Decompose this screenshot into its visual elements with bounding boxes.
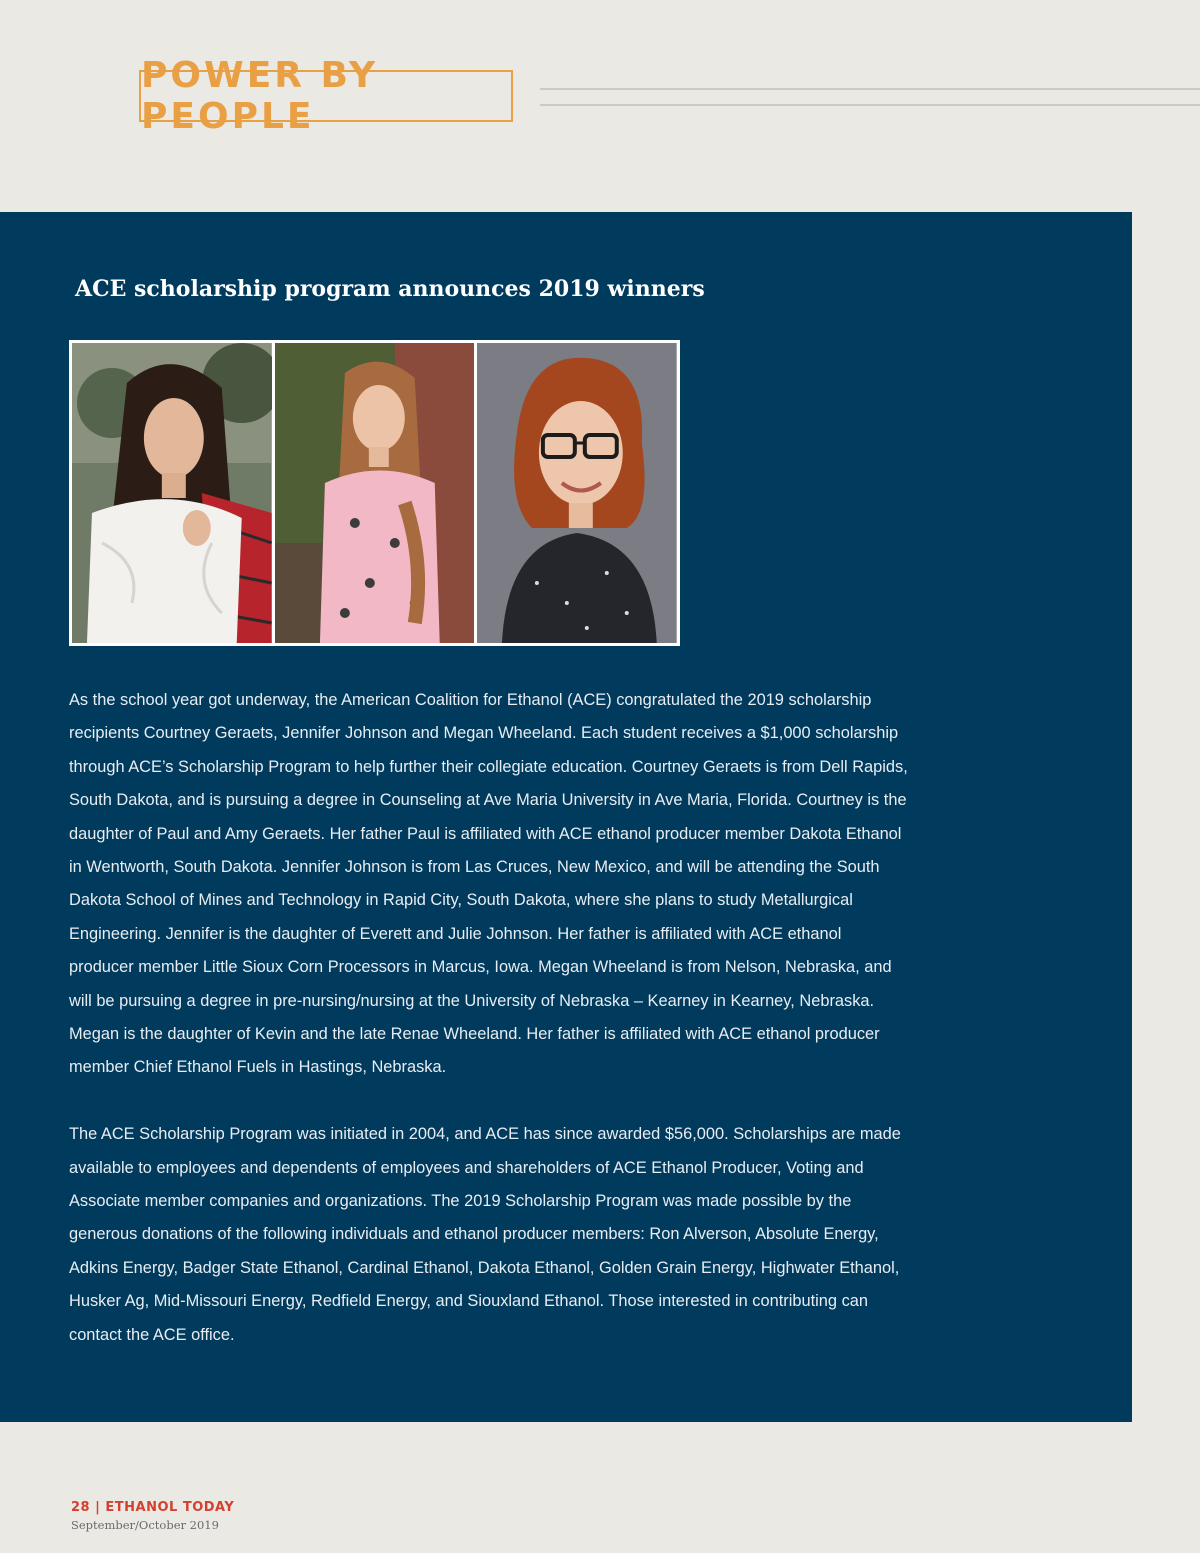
publication-name: ETHANOL TODAY <box>105 1500 235 1515</box>
scholarship-photo-strip <box>69 340 680 646</box>
page-number: 28 <box>71 1500 91 1515</box>
section-tag: POWER BY PEOPLE <box>139 70 513 122</box>
article-headline: ACE scholarship program announces 2019 winners <box>75 276 705 302</box>
folio <box>71 1500 234 1515</box>
header-rule-top <box>540 88 1200 90</box>
article-body <box>69 684 909 1352</box>
issue-date: September/October 2019 <box>71 1518 219 1532</box>
article-paragraph: As the school year got underway, the American Coalition for Ethanol (ACE) congratulated the 2019 scholarship recipients Courtney Geraets, Jennifer Johnson and Megan Wheeland. Each student receives a $1,000 scholarship through ACE’s Scholarship Program to help further their collegiate education. Courtney Geraets is from Dell Rapids, South Dakota, and is pursuing a degree in Counseling at Ave Maria University in Ave Maria, Florida. Courtney is the daughter of Paul and Amy Geraets. Her father Paul is affiliated with ACE ethanol producer member Dakota Ethanol in Wentworth, South Dakota. Jennifer Johnson is from Las Cruces, New Mexico, and will be attending the South Dakota School of Mines and Technology in Rapid City, South Dakota, where she plans to study Metallurgical Engineering. Jennifer is the daughter of Everett and Julie Johnson. Her father is affiliated with ACE ethanol producer member Little Sioux Corn Processors in Marcus, Iowa. Megan Wheeland is from Nelson, Nebraska, and will be pursuing a degree in pre-nursing/nursing at the University of Nebraska – Kearney in Kearney, Nebraska. Megan is the daughter of Kevin and the late Renae Wheeland. Her father is affiliated with ACE ethanol producer member Chief Ethanol Fuels in Hastings, Nebraska. <box>69 691 908 1077</box>
header-rule-bottom <box>540 104 1200 106</box>
recipient-photo-2 <box>275 343 475 643</box>
folio-separator: | <box>95 1500 101 1515</box>
recipient-photo-3 <box>477 343 677 643</box>
recipient-photo-1 <box>72 343 272 643</box>
article-paragraph: The ACE Scholarship Program was initiated in 2004, and ACE has since awarded $56,000. Scholarships are made available to employees and dependents of employees and shareholders of ACE Ethanol Producer, Voting and Associate member companies and organizations. The 2019 Scholarship Program was made possible by the generous donations of the following individuals and ethanol producer members: Ron Alverson, Absolute Energy, Adkins Energy, Badger State Ethanol, Cardinal Ethanol, Dakota Ethanol, Golden Grain Energy, Highwater Ethanol, Husker Ag, Mid-Missouri Energy, Redfield Energy, and Siouxland Ethanol. Those interested in contributing can contact the ACE office. <box>69 1125 901 1344</box>
